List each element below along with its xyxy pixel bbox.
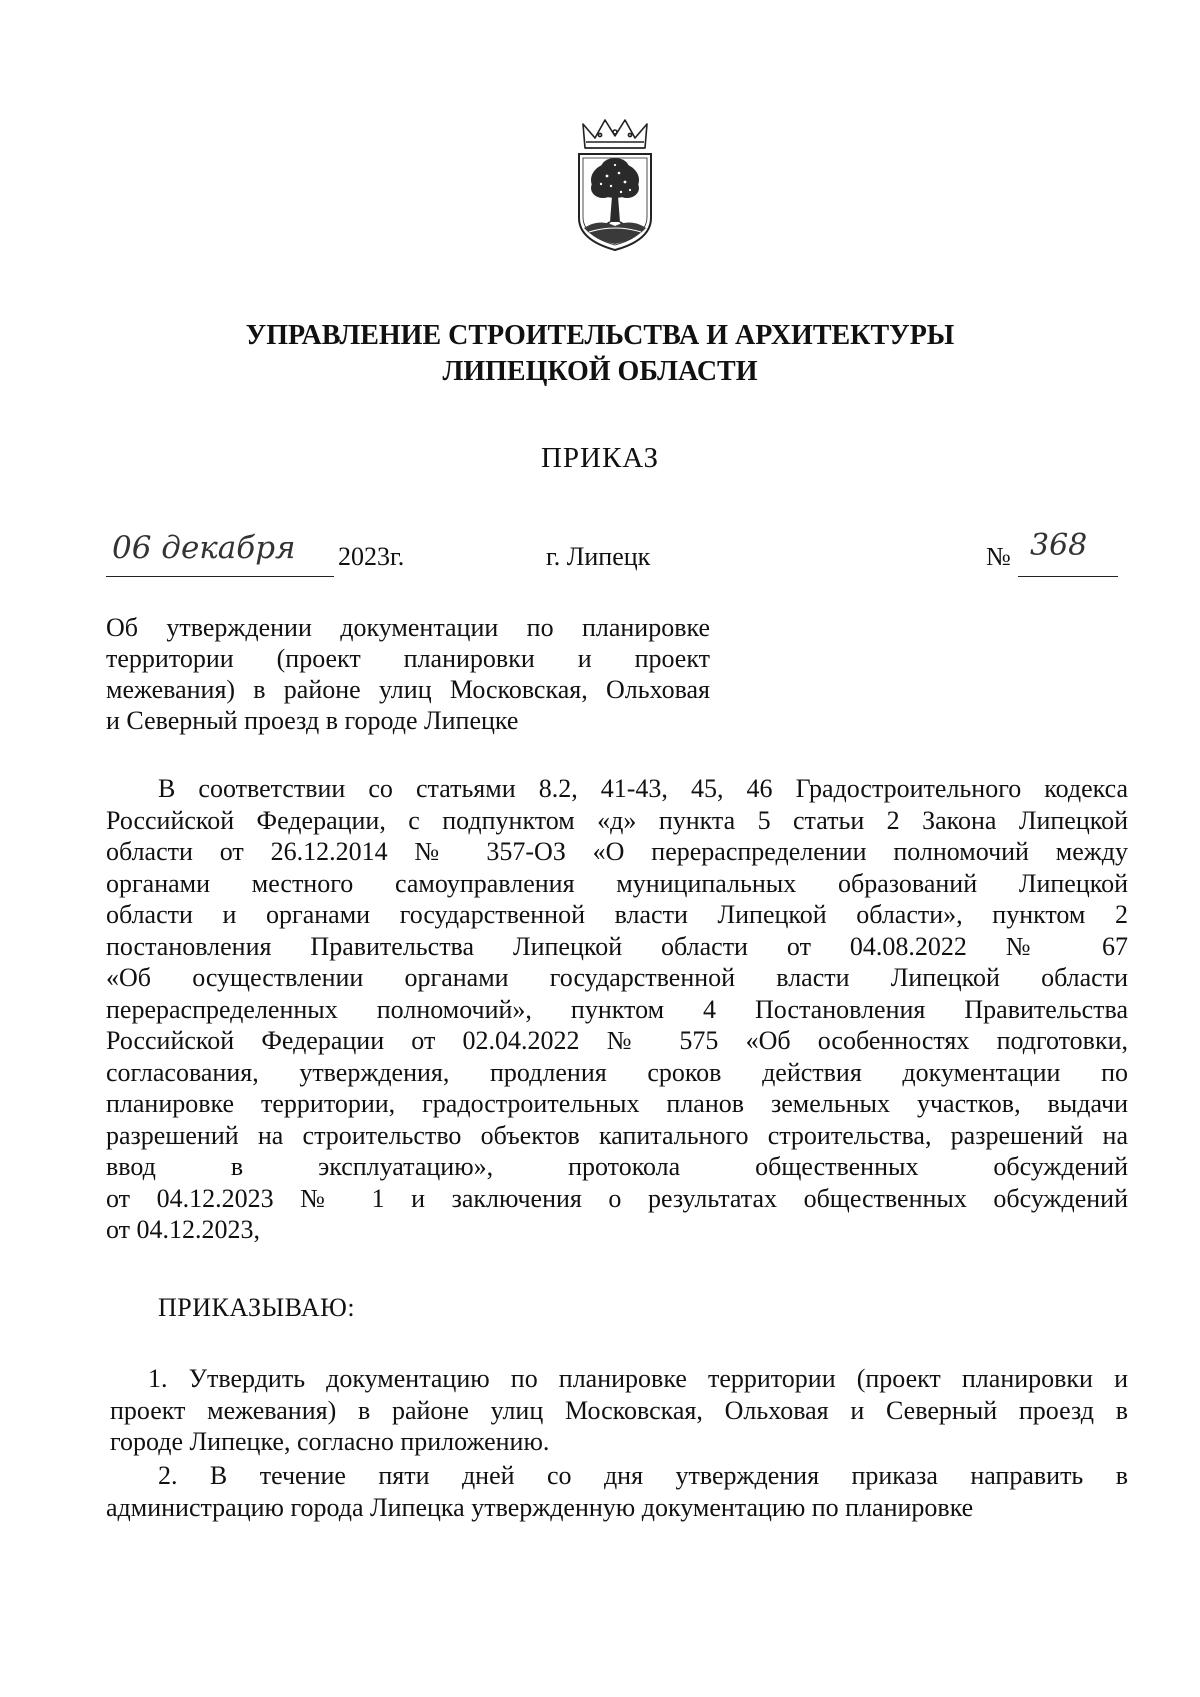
document-type: ПРИКАЗ [540,442,660,474]
order-item-2 [106,1460,1128,1523]
basis-line: области от 26.12.2014 № 357-ОЗ «О перераспределении полномочий между [106,837,1128,866]
date-number-line [106,528,1126,578]
subject-line: и Северный проезд в городе Липецке [106,706,519,735]
order-subject [106,612,710,736]
number-handwritten-field [1018,528,1118,577]
basis-line: Российской Федерации, с подпунктом «д» пункта 5 статьи 2 Закона Липецкой [106,805,1128,835]
order-item-1 [110,1363,1128,1458]
basis-line: согласования, утверждения, продления сроков действия документации по [106,1057,1128,1087]
item-line: проект межевания) в районе улиц Московская, Ольховая и Северный проезд в [110,1395,1128,1425]
legal-basis-paragraph [106,773,1128,1246]
organization-name-line-1: УПРАВЛЕНИЕ СТРОИТЕЛЬСТВА И АРХИТЕКТУРЫ [245,320,955,351]
basis-line: от 04.12.2023 № 1 и заключения о результатах общественных обсуждений [106,1183,1128,1213]
date-year: 2023г. [338,542,405,571]
basis-line: «Об осуществлении органами государственной власти Липецкой области [106,963,1128,992]
basis-line: В соответствии со статьями 8.2, 41-43, 45, 46 Градостроительного кодекса [158,774,1128,803]
item-line: 1. Утвердить документацию по планировке территории (проект планировки и [148,1364,1128,1393]
basis-line: постановления Правительства Липецкой области от 04.08.2022 № 67 [106,931,1128,961]
basis-line: органами местного самоуправления муниципальных образований Липецкой [106,868,1128,898]
date-handwritten-field [106,532,334,577]
item-line: администрацию города Липецка утвержденную документацию по планировке [106,1492,974,1522]
date-handwritten: 06 декабря [112,530,296,566]
basis-line: области и органами государственной власти Липецкой области», пунктом 2 [106,900,1128,929]
basis-line: перераспределенных полномочий», пунктом 4 Постановления Правительства [106,994,1128,1024]
subject-line: Об утверждении документации по планировке [106,613,710,642]
organization-name [100,318,1100,390]
subject-line: территории (проект планировки и проект [106,644,710,673]
basis-line: Российской Федерации от 02.04.2022 № 575 «Об особенностях подготовки, [106,1026,1128,1055]
organization-name-line-2: ЛИПЕЦКОЙ ОБЛАСТИ [442,356,758,387]
basis-line: от 04.12.2023, [106,1215,261,1244]
order-word: ПРИКАЗЫВАЮ: [158,1293,356,1322]
number-sign: № [986,542,1011,571]
item-line: городе Липецке, согласно приложению. [110,1427,550,1456]
basis-line: ввод в эксплуатацию», протокола общественных обсуждений [106,1152,1128,1181]
number-handwritten: 368 [1030,528,1088,563]
coat-of-arms-emblem [575,118,655,253]
subject-line: межевания) в районе улиц Московская, Ольховая [106,675,710,704]
basis-line: разрешений на строительство объектов капитального строительства, разрешений на [106,1120,1128,1150]
city: г. Липецк [546,542,651,571]
item-line: 2. В течение пяти дней со дня утверждения приказа направить в [158,1461,1128,1490]
basis-line: планировке территории, градостроительных планов земельных участков, выдачи [106,1089,1128,1118]
